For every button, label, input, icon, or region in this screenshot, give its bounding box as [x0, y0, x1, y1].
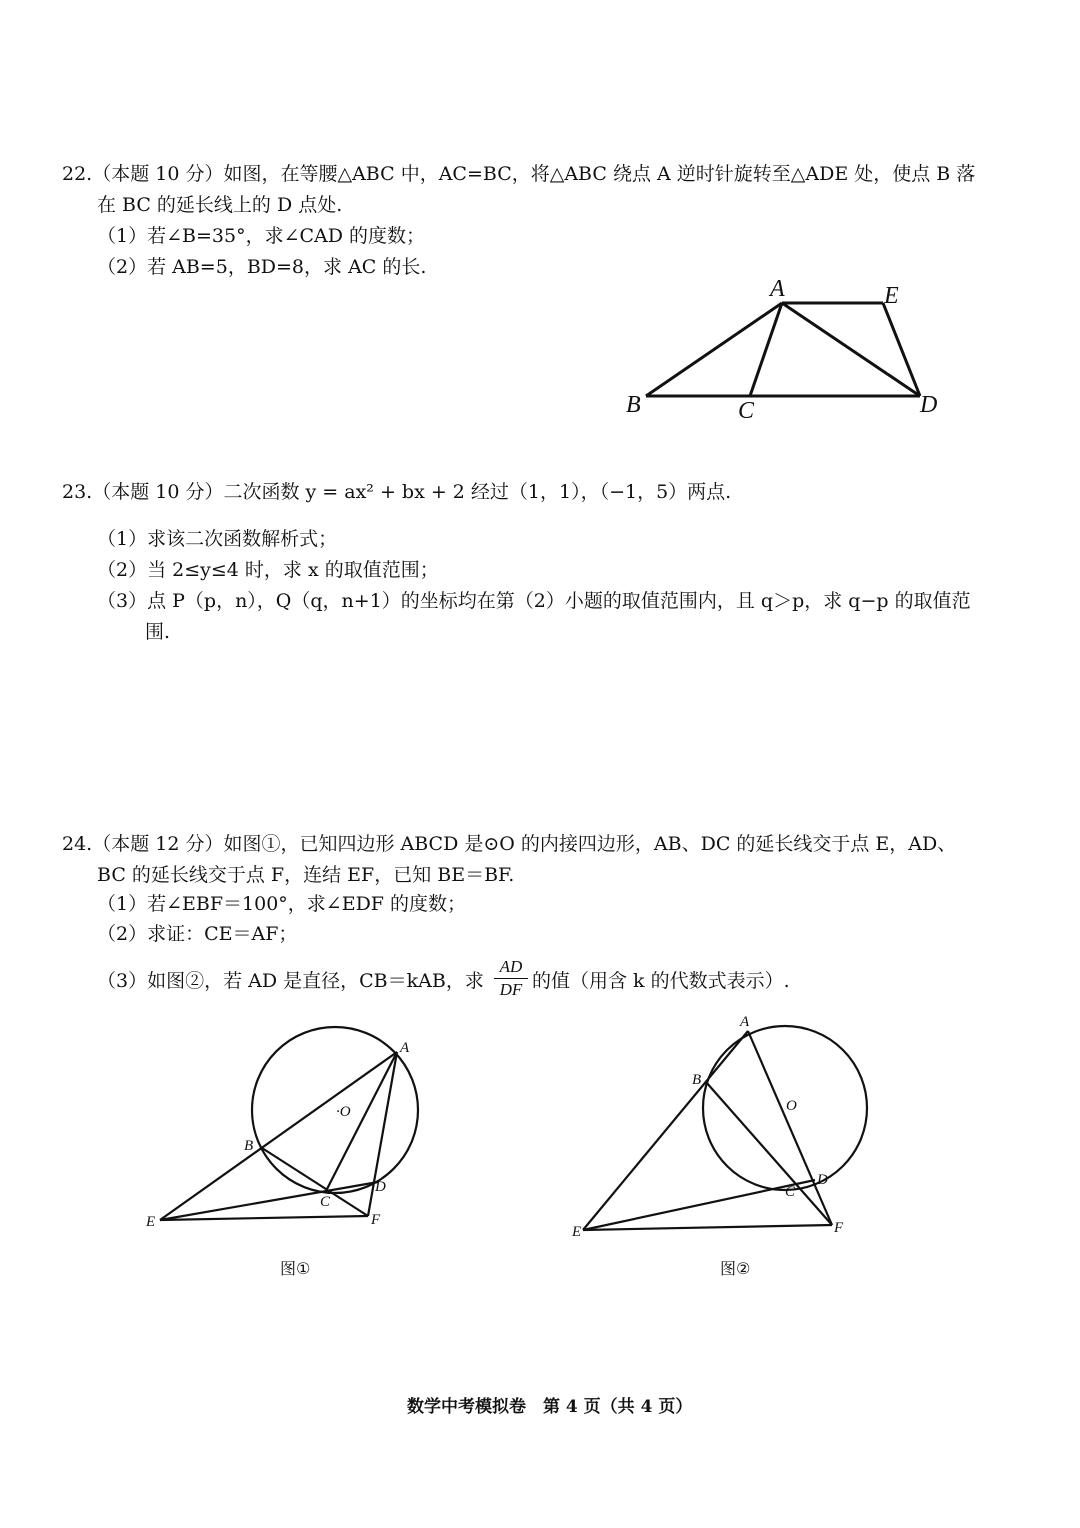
- q22-part2: （2）若 AB=5，BD=8，求 AC 的长.: [97, 256, 427, 278]
- fig2-caption: 图②: [720, 1259, 751, 1278]
- q24-part3-prefix: （3）如图②，若 AD 是直径，CB＝kAB，求: [97, 970, 484, 992]
- q22-line1: 22.（本题 10 分）如图，在等腰△ABC 中，AC=BC，将△ABC 绕点 A 逆时针旋转至△ADE 处，使点 B 落: [62, 163, 976, 185]
- q23-part3-line1: （3）点 P（p，n），Q（q，n+1）的坐标均在第（2）小题的取值范围内，且 q＞p，求 q−p 的取值范: [97, 590, 971, 612]
- fig1-label-e: E: [146, 1214, 156, 1230]
- fig2-label-e: E: [572, 1224, 582, 1240]
- q23-line1: 23.（本题 10 分）二次函数 y = ax² + bx + 2 经过（1，1），（−1，5）两点.: [62, 481, 732, 503]
- fig2-segment-ef: [583, 1225, 832, 1230]
- q24-part3-suffix: 的值（用含 k 的代数式表示）.: [532, 970, 790, 992]
- fig2-segment-bf: [706, 1082, 832, 1225]
- fig2-label-b: B: [692, 1072, 702, 1088]
- fig1-label-a: A: [400, 1040, 410, 1056]
- fig2-label-a: A: [740, 1014, 750, 1030]
- q23-part2: （2）当 2≤y≤4 时，求 x 的取值范围；: [97, 559, 439, 581]
- fig1-label-f: F: [371, 1212, 381, 1228]
- fig1-label-d: D: [375, 1179, 386, 1195]
- page-footer: 数学中考模拟卷 第 4 页（共 4 页）: [407, 1397, 693, 1417]
- q23-part1: （1）求该二次函数解析式；: [97, 528, 338, 550]
- q24-part1: （1）若∠EBF＝100°，求∠EDF 的度数；: [97, 893, 467, 915]
- fig2-label-d: D: [817, 1172, 828, 1188]
- q24-fraction-numerator: AD: [499, 957, 523, 976]
- q24-line1: 24.（本题 12 分）如图①，已知四边形 ABCD 是⊙O 的内接四边形，AB、DC 的延长线交于点 E，AD、: [62, 833, 957, 855]
- fig2-label-c: C: [785, 1184, 796, 1200]
- fig2-label-o: O: [786, 1098, 797, 1114]
- fig1-caption: 图①: [280, 1259, 311, 1278]
- q24-line2: BC 的延长线交于点 F，连结 EF，已知 BE＝BF.: [97, 864, 515, 886]
- fig1-label-b: B: [244, 1138, 254, 1154]
- q23-part3-line2: 围.: [145, 621, 171, 643]
- q22-label-e: E: [884, 283, 899, 309]
- fig1-label-c: C: [320, 1194, 331, 1210]
- fig1-label-o: ·O: [336, 1104, 351, 1120]
- q22-label-c: C: [738, 398, 755, 424]
- q22-label-d: D: [920, 392, 938, 418]
- q24-fraction-denominator: DF: [499, 980, 523, 999]
- q22-line2: 在 BC 的延长线上的 D 点处.: [97, 194, 343, 216]
- q22-label-b: B: [626, 392, 641, 418]
- fig2-label-f: F: [834, 1220, 844, 1236]
- q22-part1: （1）若∠B=35°，求∠CAD 的度数；: [97, 225, 426, 247]
- q24-part2: （2）求证：CE＝AF；: [97, 923, 298, 945]
- q22-label-a: A: [770, 276, 785, 302]
